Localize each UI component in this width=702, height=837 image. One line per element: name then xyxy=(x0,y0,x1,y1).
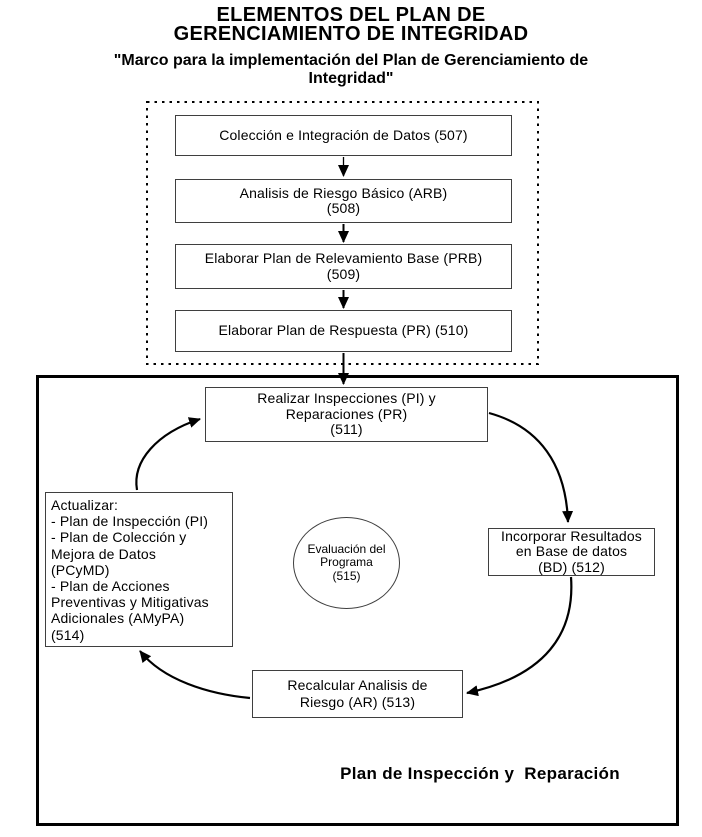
text-line: (508) xyxy=(326,200,361,216)
page-title-line: ELEMENTOS DEL PLAN DE xyxy=(216,4,486,26)
page-title xyxy=(0,6,702,44)
text-line: (514) xyxy=(51,626,85,643)
cycle-box-512 xyxy=(488,528,655,576)
text-line: Reparaciones (PR) xyxy=(285,405,408,422)
text-line: Recalcular Analisis de xyxy=(287,677,428,693)
page-subtitle xyxy=(30,52,672,88)
text-line: - Plan de Inspección (PI) xyxy=(51,513,209,530)
cycle-box-513 xyxy=(252,670,463,718)
text-line: - Plan de Acciones xyxy=(51,578,170,595)
text-line: (BD) (512) xyxy=(538,558,605,575)
text-line: (515) xyxy=(332,568,361,583)
text-line: Realizar Inspecciones (PI) y xyxy=(257,390,436,407)
page-title-line: GERENCIAMIENTO DE INTEGRIDAD xyxy=(173,23,529,45)
flow-box-510 xyxy=(175,310,512,352)
text-line: Preventivas y Mitigativas xyxy=(51,594,209,611)
cycle-box-511 xyxy=(205,387,488,442)
text-line: Mejora de Datos xyxy=(51,545,156,562)
page-subtitle-line: "Marco para la implementación del Plan de Gerenciamiento de xyxy=(113,52,589,69)
text-line: Actualizar: xyxy=(51,497,119,513)
flow-box-508 xyxy=(175,179,512,223)
cycle-box-514 xyxy=(45,492,233,647)
text-line: Elaborar Plan de Respuesta (PR) (510) xyxy=(218,322,469,339)
text-line: Programa xyxy=(320,555,373,570)
page-subtitle-line: Integridad" xyxy=(308,70,394,87)
cycle-ellipse-515 xyxy=(293,517,400,609)
text-line: Evaluación del xyxy=(307,541,386,556)
text-line: Riesgo (AR) (513) xyxy=(299,694,416,710)
flow-box-509 xyxy=(175,244,512,289)
text-line: Elaborar Plan de Relevamiento Base (PRB) xyxy=(204,250,483,266)
flow-box-507 xyxy=(175,115,512,156)
text-line: (PCyMD) xyxy=(51,561,110,578)
text-line: en Base de datos xyxy=(515,543,628,560)
text-line: (509) xyxy=(326,265,361,282)
text-line: Adicionales (AMyPA) xyxy=(51,610,185,627)
text-line: Incorporar Resultados xyxy=(501,527,642,544)
text-line: - Plan de Colección y xyxy=(51,529,187,546)
cycle-section-label: Plan de Inspección y Reparación xyxy=(340,764,620,783)
text-line: (511) xyxy=(330,421,363,438)
text-line: Colección e Integración de Datos (507) xyxy=(219,126,468,143)
text-line: Analisis de Riesgo Básico (ARB) xyxy=(239,184,448,201)
